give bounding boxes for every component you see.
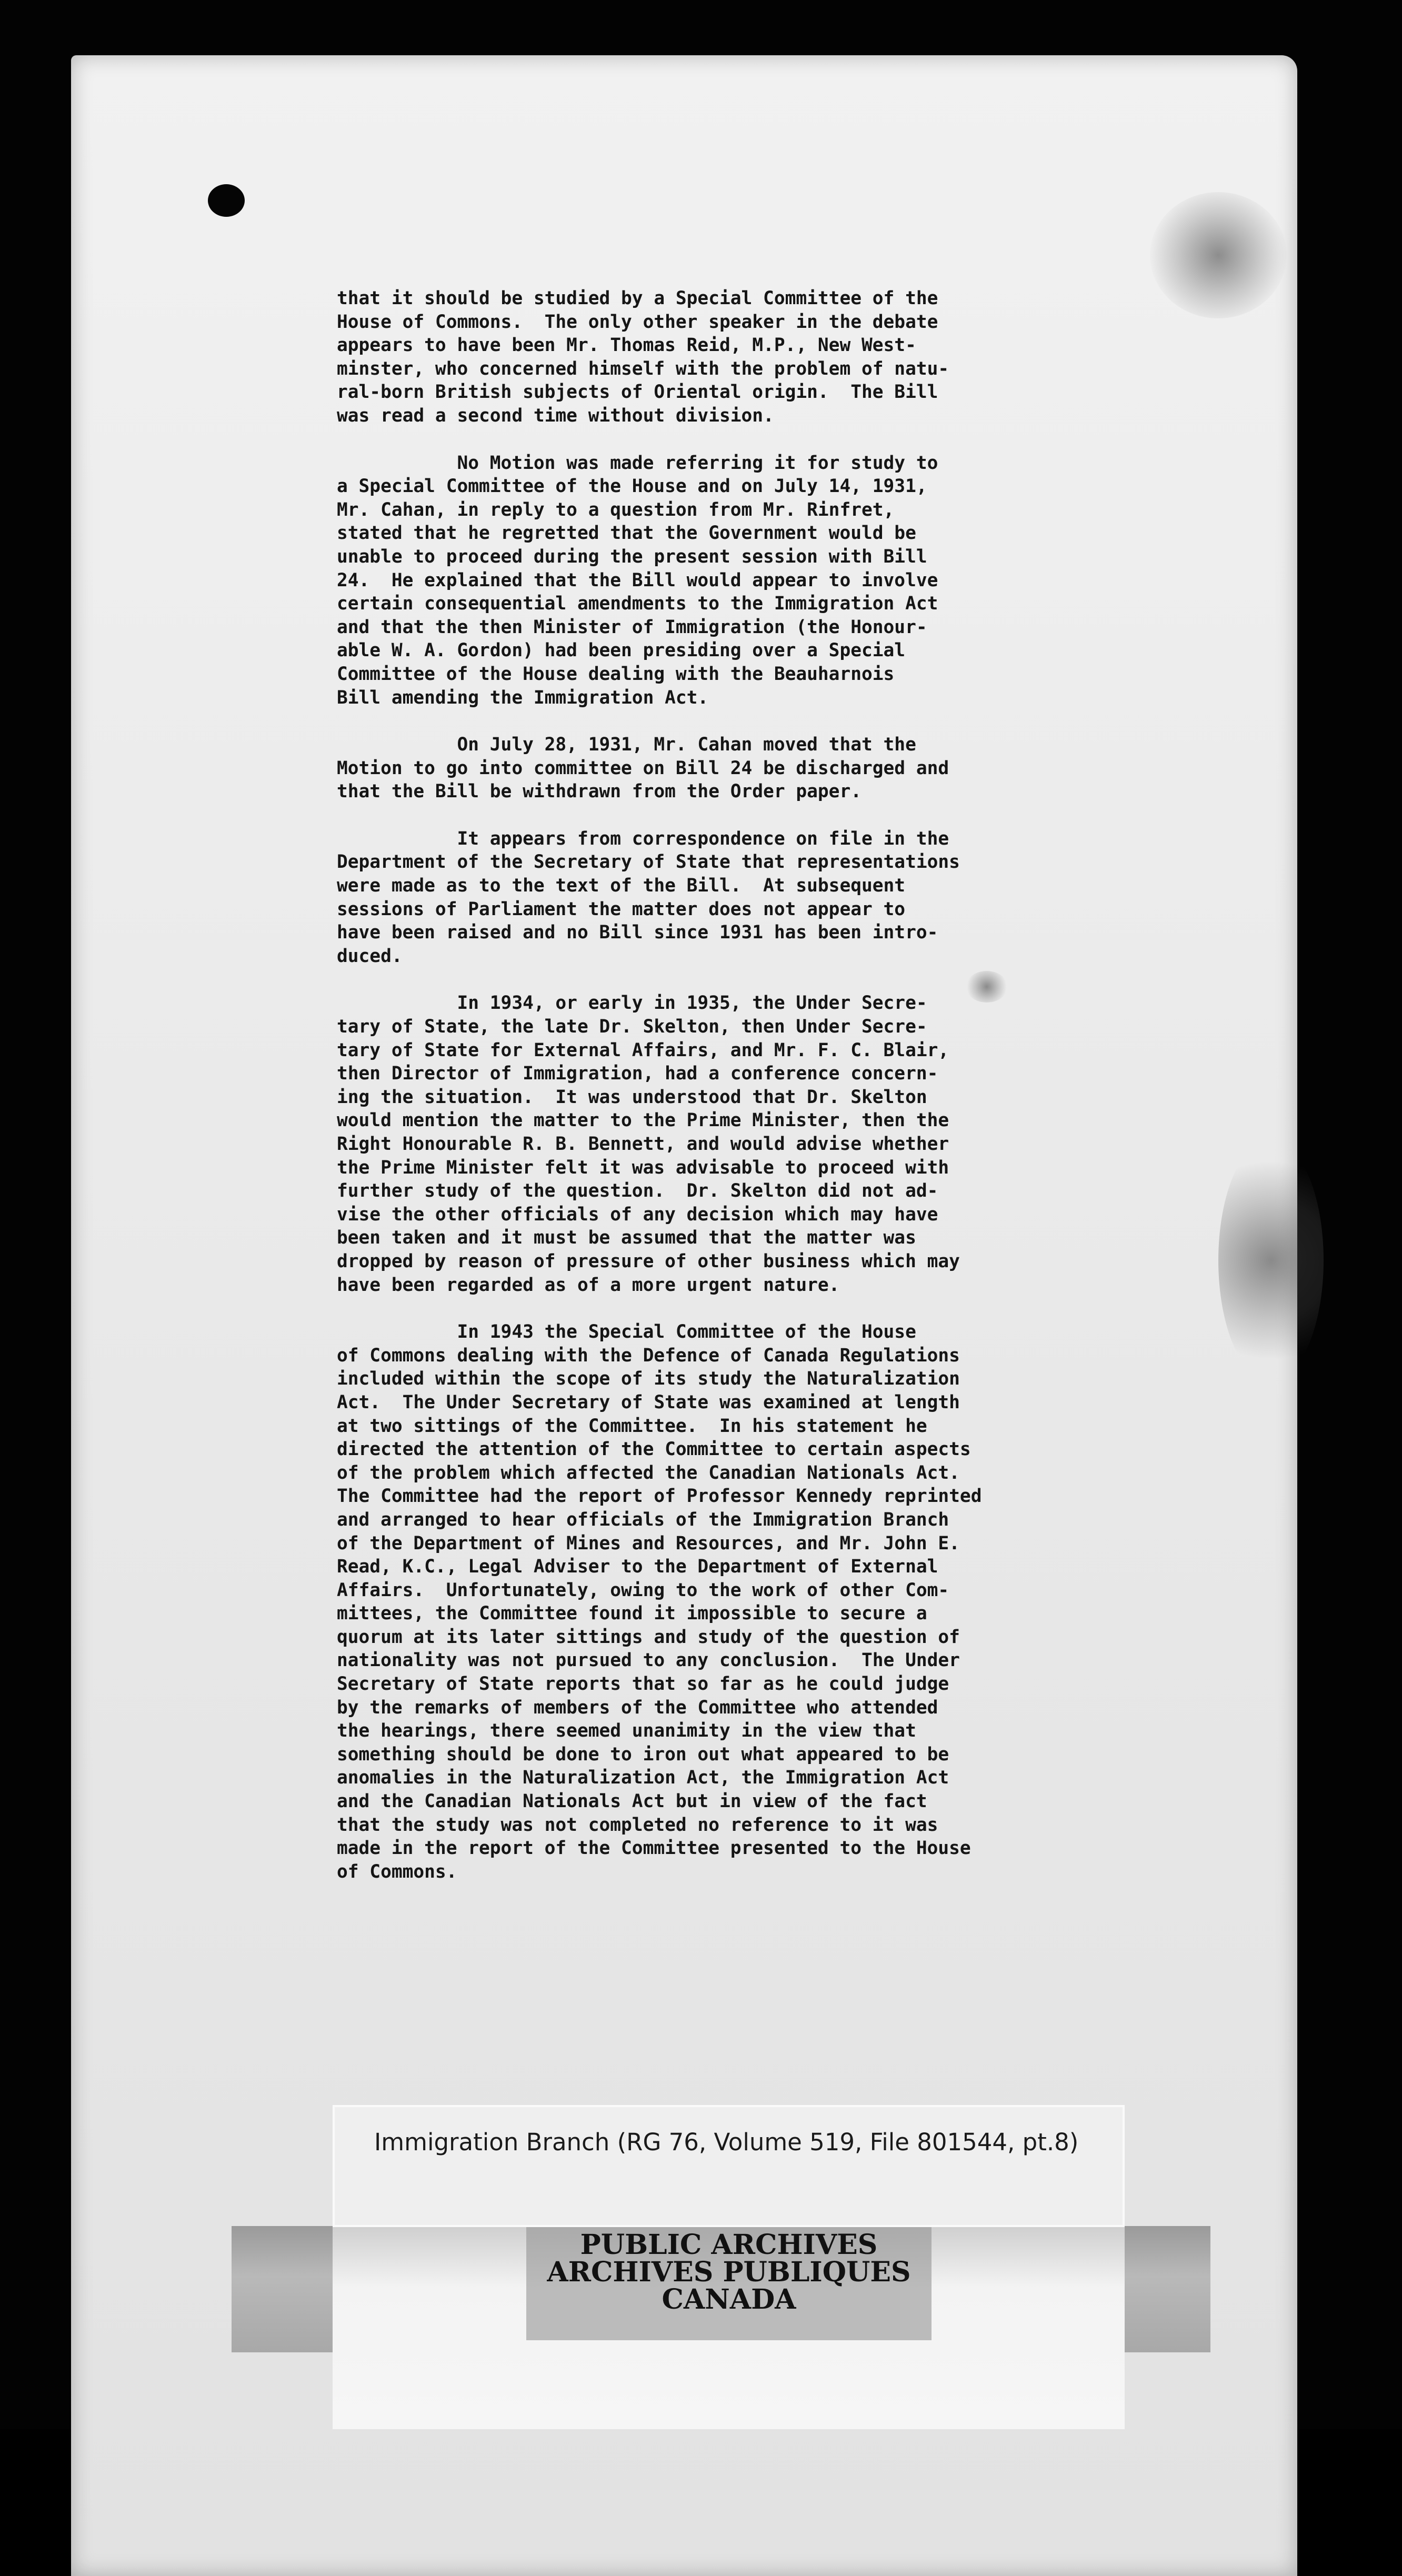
archives-stamp [526,2229,932,2316]
text-line: minster, who concerned himself with the problem of natu- [337,358,949,379]
text-line: of the problem which affected the Canadian Nationals Act. [337,1462,960,1484]
text-line: were made as to the text of the Bill. At subsequent [337,875,906,897]
text-line: Right Honourable R. B. Bennett, and would advise whether [337,1134,949,1155]
stamp-line-2: ARCHIVES PUBLIQUES [547,2256,911,2288]
text-line: quorum at its later sittings and study of the question of [337,1626,960,1648]
text-line: Committee of the House dealing with the Beauharnois [337,663,895,685]
text-line: ing the situation. It was understood that Dr. Skelton [337,1086,927,1108]
text-line: Affairs. Unfortunately, owing to the work of other Com- [337,1579,949,1601]
text-line: that the Bill be withdrawn from the Order paper. [337,781,862,803]
text-line: The Committee had the report of Professor Kennedy reprinted [337,1486,982,1507]
text-line: On July 28, 1931, Mr. Cahan moved that the [337,734,916,756]
text-line: was read a second time without division. [337,405,774,426]
text-line: of the Department of Mines and Resources, and Mr. John E. [337,1532,960,1554]
text-line: Bill amending the Immigration Act. [337,687,709,708]
text-line: of Commons dealing with the Defence of Canada Regulations [337,1345,960,1366]
text-line: further study of the question. Dr. Skelton did not ad- [337,1180,938,1202]
text-line: stated that he regretted that the Government would be [337,523,916,544]
text-line: Department of the Secretary of State that representations [337,851,960,873]
text-line: No Motion was made referring it for study to [337,452,938,474]
text-line: and that the then Minister of Immigration (the Honour- [337,616,927,638]
text-line: ral-born British subjects of Oriental origin. The Bill [337,382,938,403]
text-line: by the remarks of members of the Committee who attended [337,1697,938,1718]
text-line: Read, K.C., Legal Adviser to the Department of External [337,1556,938,1578]
text-line: vise the other officials of any decision which may have [337,1204,938,1225]
text-line: at two sittings of the Committee. In his statement he [337,1415,927,1437]
text-line: the Prime Minister felt it was advisable to proceed with [337,1157,949,1178]
document-body-text [337,287,1253,1883]
text-line: House of Commons. The only other speaker in the debate [337,311,938,333]
text-line: 24. He explained that the Bill would appear to involve [337,569,938,591]
text-line: been taken and it must be assumed that the matter was [337,1227,916,1249]
text-line: Act. The Under Secretary of State was examined at length [337,1391,960,1413]
reference-label-slip [333,2105,1125,2227]
paragraph-gap [337,804,1253,827]
reference-label-text: Immigration Branch (RG 76, Volume 519, File 801544, pt.8) [374,2128,1079,2156]
paragraph-gap [337,428,1253,452]
paragraph-gap [337,709,1253,733]
text-line: It appears from correspondence on file in the [337,828,949,849]
text-line: a Special Committee of the House and on July 14, 1931, [337,476,927,497]
text-line: have been raised and no Bill since 1931 has been intro- [337,922,938,944]
text-line: nationality was not pursued to any conclusion. The Under [337,1650,960,1671]
text-line: have been regarded as of a more urgent nature. [337,1274,840,1296]
paragraph-gap [337,968,1253,991]
text-line: unable to proceed during the present session with Bill [337,546,927,567]
text-line: In 1943 the Special Committee of the House [337,1321,916,1343]
text-line: that the study was not completed no reference to it was [337,1814,938,1836]
text-line: included within the scope of its study the Naturalization [337,1368,960,1390]
text-line: sessions of Parliament the matter does not appear to [337,898,906,920]
text-line: In 1934, or early in 1935, the Under Secre- [337,993,927,1014]
text-line: anomalies in the Naturalization Act, the Immigration Act [337,1767,949,1789]
text-line: that it should be studied by a Special Committee of the [337,288,938,309]
text-line: Mr. Cahan, in reply to a question from Mr. Rinfret, [337,499,895,520]
text-line: directed the attention of the Committee to certain aspects [337,1439,971,1460]
text-line: and arranged to hear officials of the Immigration Branch [337,1509,949,1530]
text-line: mittees, the Committee found it impossible to secure a [337,1603,927,1625]
text-line: Secretary of State reports that so far as he could judge [337,1673,949,1695]
text-line: the hearings, there seemed unanimity in the view that [337,1720,916,1742]
stamp-line-1: PUBLIC ARCHIVES [580,2229,878,2261]
text-line: able W. A. Gordon) had been presiding over a Special [337,640,906,661]
paragraph-gap [337,1297,1253,1320]
text-line: then Director of Immigration, had a conference concern- [337,1063,938,1085]
text-line: dropped by reason of pressure of other business which may [337,1250,960,1272]
punch-hole [208,184,245,217]
text-line: certain consequential amendments to the Immigration Act [337,593,938,615]
text-line: would mention the matter to the Prime Minister, then the [337,1110,949,1131]
stamp-line-3: CANADA [662,2283,796,2316]
text-line: of Commons. [337,1861,457,1882]
text-line: made in the report of the Committee presented to the House [337,1838,971,1859]
text-line: tary of State for External Affairs, and Mr. F. C. Blair, [337,1039,949,1061]
text-line: duced. [337,945,403,967]
text-line: tary of State, the late Dr. Skelton, then Under Secre- [337,1016,927,1038]
text-line: something should be done to iron out what appeared to be [337,1743,949,1765]
text-line: Motion to go into committee on Bill 24 be discharged and [337,757,949,779]
text-line: and the Canadian Nationals Act but in view of the fact [337,1791,927,1812]
text-line: appears to have been Mr. Thomas Reid, M.P., New West- [337,335,916,356]
